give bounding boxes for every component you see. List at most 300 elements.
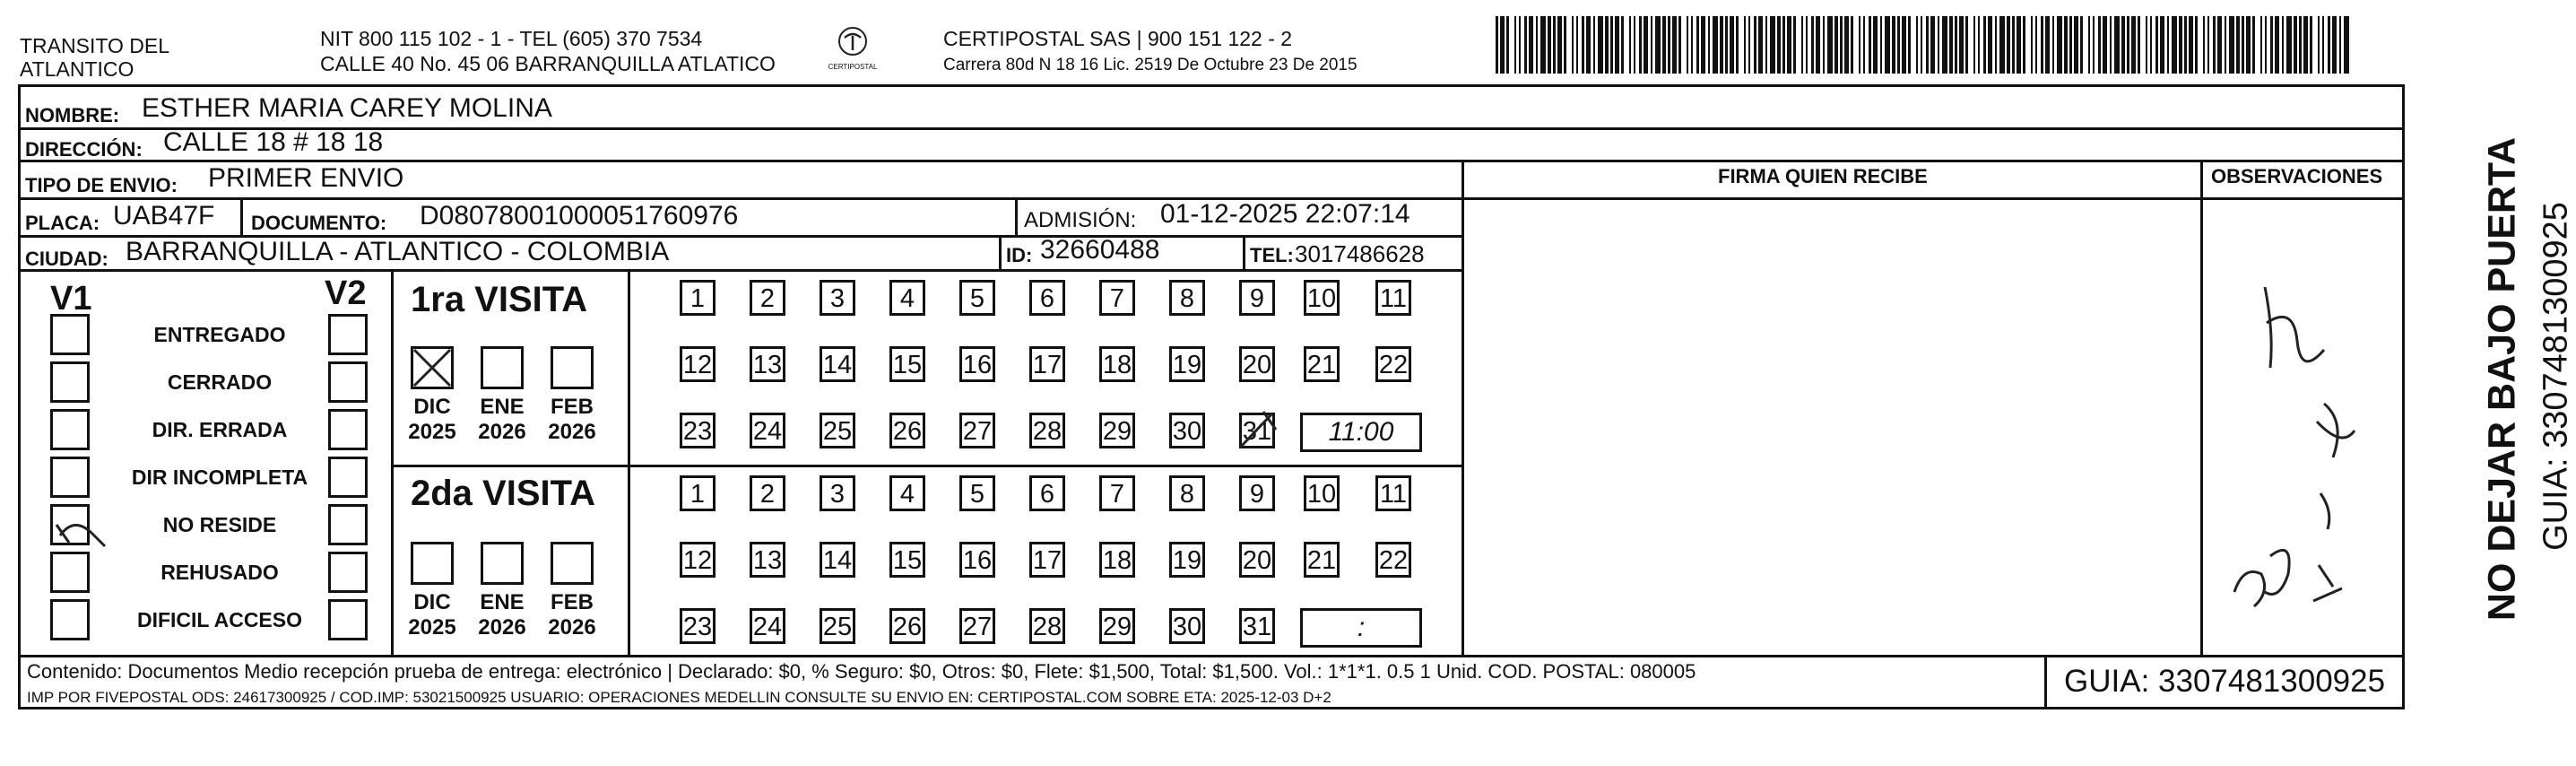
second-visit-month-label: [545, 590, 599, 640]
observaciones-handwriting: [2207, 269, 2396, 655]
first-visit-day-box[interactable]: 23: [680, 413, 716, 448]
month-year: 2025: [408, 420, 456, 444]
second-visit-day-box[interactable]: 14: [820, 542, 855, 578]
barcode-bar: [1834, 16, 1838, 74]
direccion-label: DIRECCIÓN:: [25, 138, 143, 161]
barcode-bar: [2189, 16, 2193, 74]
second-visit-month-checkbox[interactable]: [411, 542, 454, 585]
org-name-line1: TRANSITO DEL: [20, 34, 169, 57]
barcode-bar: [2318, 16, 2320, 74]
barcode-bar: [1621, 16, 1624, 74]
second-visit-day-box[interactable]: 15: [889, 542, 925, 578]
barcode-bar: [2023, 16, 2025, 74]
barcode-bar: [1988, 16, 1992, 74]
barcode-bar: [2080, 16, 2083, 74]
month-name: FEB: [551, 395, 594, 419]
first-visit-day-box[interactable]: 4: [889, 280, 925, 316]
second-visit-day-box[interactable]: 4: [889, 475, 925, 511]
first-visit-day-box[interactable]: 6: [1029, 280, 1065, 316]
barcode-bar: [2031, 16, 2033, 74]
v1-checkbox-rehusado[interactable]: [50, 552, 90, 593]
barcode-bar: [2057, 16, 2062, 74]
first-visit-day-box[interactable]: 20: [1239, 346, 1275, 382]
barcode-bar: [1500, 16, 1505, 74]
barcode-bar: [1713, 16, 1718, 74]
first-visit-day-box[interactable]: 12: [680, 346, 716, 382]
v2-checkbox-rehusado[interactable]: [328, 552, 368, 593]
barcode-bar: [1921, 16, 1922, 74]
barcode-bar: [2265, 16, 2267, 74]
status-label: CERRADO: [167, 370, 273, 394]
barcode-bar: [1662, 16, 1666, 74]
second-visit-day-box[interactable]: 26: [889, 608, 925, 644]
barcode: [1496, 16, 2355, 74]
placa-label: PLACA:: [25, 212, 100, 234]
barcode-bar: [2322, 16, 2324, 74]
barcode-bar: [2299, 16, 2302, 74]
barcode-bar: [1576, 16, 1578, 74]
month-name: DIC: [413, 590, 451, 614]
first-visit-day-box[interactable]: 11: [1375, 280, 1411, 316]
first-visit-day-box[interactable]: 21: [1304, 346, 1340, 382]
month-year: 2026: [548, 420, 596, 444]
nombre-label: NOMBRE:: [25, 104, 120, 126]
barcode-bar: [1908, 16, 1911, 74]
barcode-bar: [1605, 16, 1609, 74]
barcode-bar: [2167, 16, 2169, 74]
barcode-bar: [1598, 16, 1603, 74]
barcode-bar: [1902, 16, 1906, 74]
barcode-bar: [1553, 16, 1556, 74]
x-mark-icon: [411, 346, 454, 389]
v1-checkbox-dir-errada[interactable]: [50, 409, 90, 450]
org-name-line2: ATLANTICO: [20, 57, 134, 81]
second-visit-day-box[interactable]: 10: [1304, 475, 1340, 511]
barcode-bar: [1793, 16, 1796, 74]
barcode-bar: [1965, 16, 1968, 74]
second-visit-day-box[interactable]: 16: [959, 542, 995, 578]
barcode-bar: [1892, 16, 1895, 74]
ciudad-label: CIUDAD:: [25, 248, 108, 270]
barcode-bar: [1514, 16, 1516, 74]
barcode-bar: [1869, 16, 1871, 74]
barcode-bar: [1748, 16, 1750, 74]
barcode-bar: [1615, 16, 1619, 74]
status-label: ENTREGADO: [153, 323, 286, 346]
barcode-bar: [1524, 16, 1527, 74]
barcode-bar: [1572, 16, 1574, 74]
second-visit-day-box[interactable]: 28: [1029, 608, 1065, 644]
barcode-bar: [2150, 16, 2152, 74]
second-visit-month-label: [405, 590, 459, 640]
barcode-bar: [2282, 16, 2284, 74]
first-visit-day-box[interactable]: 28: [1029, 413, 1065, 448]
second-visit-day-box[interactable]: 18: [1099, 542, 1135, 578]
second-visit-day-box[interactable]: 9: [1239, 475, 1275, 511]
barcode-bar: [1823, 16, 1825, 74]
barcode-bar: [2088, 16, 2090, 74]
barcode-bar: [1708, 16, 1710, 74]
barcode-bar: [2069, 16, 2072, 74]
barcode-bar: [2236, 16, 2240, 74]
barcode-bar: [1787, 16, 1791, 74]
barcode-bar: [2252, 16, 2255, 74]
second-visit-day-box[interactable]: 13: [750, 542, 785, 578]
barcode-bar: [1536, 16, 1538, 74]
barcode-bar: [2110, 16, 2112, 74]
status-label: DIFICIL ACCESO: [136, 608, 302, 631]
v2-checkbox-dir-incompleta[interactable]: [328, 457, 368, 498]
first-visit-day-box[interactable]: 26: [889, 413, 925, 448]
barcode-bar: [1995, 16, 1997, 74]
barcode-bar: [2207, 16, 2209, 74]
first-visit-month-checkbox[interactable]: [481, 346, 524, 389]
barcode-bar: [1639, 16, 1642, 74]
second-visit-month-checkbox[interactable]: [481, 542, 524, 585]
status-label: DIR. ERRADA: [152, 418, 288, 441]
first-visit-day-box[interactable]: 9: [1239, 280, 1275, 316]
barcode-bar: [1926, 16, 1929, 74]
second-visit-day-box[interactable]: 23: [680, 608, 716, 644]
first-visit-title: 1ra VISITA: [411, 280, 588, 319]
barcode-bar: [2229, 16, 2234, 74]
second-visit-day-box[interactable]: 1: [680, 475, 716, 511]
nombre-value: ESTHER MARIA CAREY MOLINA: [142, 93, 552, 123]
v1-checkbox-no-reside[interactable]: [50, 504, 90, 545]
first-visit-month-label: [475, 395, 529, 445]
first-visit-day-box[interactable]: 19: [1169, 346, 1205, 382]
barcode-bar: [2332, 16, 2337, 74]
first-visit-day-box[interactable]: 5: [959, 280, 995, 316]
status-label: DIR INCOMPLETA: [131, 466, 308, 489]
barcode-bar: [1736, 16, 1739, 74]
barcode-bar: [1557, 16, 1562, 74]
barcode-bar: [2114, 16, 2120, 74]
logo-text: CERTIPOSTAL: [828, 63, 878, 71]
firma-header: FIRMA QUIEN RECIBE: [1718, 165, 1928, 187]
second-visit-day-box[interactable]: 12: [680, 542, 716, 578]
barcode-bar: [1496, 16, 1498, 74]
documento-value: D08078001000051760976: [420, 201, 739, 231]
barcode-bar: [2242, 16, 2244, 74]
barcode-bar: [1701, 16, 1705, 74]
first-visit-day-box[interactable]: 7: [1099, 280, 1135, 316]
tel-value: 3017486628: [1295, 240, 1425, 267]
barcode-bar: [1610, 16, 1613, 74]
barcode-bar: [2328, 16, 2330, 74]
barcode-bar: [1758, 16, 1763, 74]
barcode-bar: [1873, 16, 1878, 74]
month-year: 2025: [408, 615, 456, 640]
nit-line: NIT 800 115 102 - 1 - TEL (605) 370 7534: [320, 27, 703, 50]
first-visit-day-box[interactable]: 15: [889, 346, 925, 382]
barcode-bar: [2041, 16, 2043, 74]
month-name: FEB: [551, 590, 594, 614]
barcode-bar: [2052, 16, 2054, 74]
first-visit-day-box[interactable]: 13: [750, 346, 785, 382]
barcode-bar: [2074, 16, 2078, 74]
second-visit-day-box[interactable]: 29: [1099, 608, 1135, 644]
id-label: ID:: [1006, 244, 1033, 266]
barcode-bar: [1593, 16, 1595, 74]
barcode-bar: [2172, 16, 2177, 74]
barcode-bar: [1983, 16, 1986, 74]
barcode-bar: [1782, 16, 1785, 74]
barcode-bar: [1629, 16, 1631, 74]
barcode-bar: [1938, 16, 1939, 74]
barcode-bar: [2146, 16, 2147, 74]
first-visit-day-box[interactable]: 17: [1029, 346, 1065, 382]
barcode-bar: [1959, 16, 1964, 74]
barcode-bar: [1730, 16, 1734, 74]
barcode-bar: [1540, 16, 1546, 74]
status-label: NO RESIDE: [162, 513, 277, 536]
first-visit-day-box[interactable]: 30: [1169, 413, 1205, 448]
first-visit-day-box[interactable]: 27: [959, 413, 995, 448]
second-visit-day-box[interactable]: 17: [1029, 542, 1065, 578]
barcode-bar: [2103, 16, 2107, 74]
barcode-bar: [2131, 16, 2136, 74]
barcode-bar: [1506, 16, 1509, 74]
barcode-bar: [1942, 16, 1947, 74]
barcode-bar: [1816, 16, 1820, 74]
barcode-bar: [2064, 16, 2068, 74]
barcode-bar: [2303, 16, 2308, 74]
v2-header: V2: [325, 274, 367, 312]
direccion-value: CALLE 18 # 18 18: [163, 127, 384, 157]
barcode-bar: [1655, 16, 1661, 74]
barcode-bar: [1978, 16, 1980, 74]
barcode-bar: [1644, 16, 1648, 74]
first-visit-day-box[interactable]: 29: [1099, 413, 1135, 448]
barcode-bar: [2138, 16, 2140, 74]
barcode-bar: [1885, 16, 1890, 74]
certipostal-logo: [825, 25, 880, 75]
barcode-bar: [1840, 16, 1843, 74]
barcode-bar: [2127, 16, 2129, 74]
second-visit-month-label: [475, 590, 529, 640]
barcode-bar: [1949, 16, 1953, 74]
barcode-bar: [2310, 16, 2312, 74]
first-visit-month-checkbox[interactable]: [551, 346, 594, 389]
tipo-envio-label: TIPO DE ENVIO:: [25, 174, 178, 196]
barcode-bar: [2017, 16, 2021, 74]
second-visit-day-box[interactable]: 3: [820, 475, 855, 511]
second-visit-day-box[interactable]: 25: [820, 608, 855, 644]
second-visit-day-box[interactable]: 7: [1099, 475, 1135, 511]
first-visit-day-box[interactable]: 22: [1375, 346, 1411, 382]
barcode-bar: [2179, 16, 2182, 74]
barcode-bar: [1806, 16, 1808, 74]
barcode-bar: [2195, 16, 2198, 74]
first-visit-day-box[interactable]: 3: [820, 280, 855, 316]
barcode-bar: [2045, 16, 2050, 74]
first-visit-day-box[interactable]: 2: [750, 280, 785, 316]
barcode-bar: [1586, 16, 1591, 74]
barcode-bar: [2294, 16, 2297, 74]
second-visit-day-box[interactable]: 22: [1375, 542, 1411, 578]
first-visit-day-box[interactable]: 16: [959, 346, 995, 382]
month-name: DIC: [413, 395, 451, 419]
first-visit-time-box[interactable]: 11:00: [1300, 413, 1422, 452]
first-visit-month-label: [405, 395, 459, 445]
barcode-bar: [2270, 16, 2273, 74]
month-year: 2026: [478, 615, 526, 640]
second-visit-day-box[interactable]: 21: [1304, 542, 1340, 578]
v2-checkbox-no-reside[interactable]: [328, 504, 368, 545]
barcode-bar: [1529, 16, 1533, 74]
barcode-bar: [2098, 16, 2101, 74]
barcode-bar: [1999, 16, 2005, 74]
barcode-bar: [1651, 16, 1652, 74]
barcode-bar: [1777, 16, 1781, 74]
placa-value: UAB47F: [113, 201, 215, 231]
barcode-bar: [2184, 16, 2187, 74]
v2-checkbox-entregado[interactable]: [328, 314, 368, 355]
barcode-bar: [1720, 16, 1723, 74]
footer-guia: GUIA: 3307481300925: [2064, 664, 2386, 699]
barcode-bar: [1744, 16, 1746, 74]
barcode-bar: [1897, 16, 1900, 74]
barcode-bar: [1916, 16, 1918, 74]
second-visit-day-box[interactable]: 11: [1375, 475, 1411, 511]
company-line: CERTIPOSTAL SAS | 900 151 122 - 2: [943, 27, 1293, 50]
barcode-bar: [1564, 16, 1566, 74]
barcode-bar: [2246, 16, 2251, 74]
v1-checkbox-entregado[interactable]: [50, 314, 90, 355]
v1-checkbox-dificil-acceso[interactable]: [50, 599, 90, 640]
footer-imp: IMP POR FIVEPOSTAL ODS: 24617300925 / COD.IMP: 53021500925 USUARIO: OPERACIONES MEDELLIN CONSULTE SU ENVIO EN: CERTIPOSTAL.COM SOBRE ETA: 2025-12-03 D+2: [27, 689, 1331, 706]
v1-header: V1: [50, 280, 92, 318]
first-visit-day-box[interactable]: 14: [820, 346, 855, 382]
barcode-bar: [1880, 16, 1882, 74]
barcode-bar: [2260, 16, 2262, 74]
barcode-bar: [2275, 16, 2279, 74]
v2-checkbox-dificil-acceso[interactable]: [328, 599, 368, 640]
footer-contenido: Contenido: Documentos Medio recepción prueba de entrega: electrónico | Declarado: $0, % Seguro: $0, Otros: $0, Flete: $1,500, Total: $1,500. Vol.: 1*1*1. 0.5 1 Unid. COD. POSTAL: 080005: [27, 660, 1696, 683]
second-visit-day-box[interactable]: 5: [959, 475, 995, 511]
barcode-bar: [2213, 16, 2216, 74]
month-name: ENE: [480, 590, 525, 614]
month-year: 2026: [548, 615, 596, 640]
barcode-bar: [1955, 16, 1957, 74]
v2-checkbox-cerrado[interactable]: [328, 361, 368, 403]
ciudad-value: BARRANQUILLA - ATLANTICO - COLOMBIA: [126, 237, 670, 266]
barcode-bar: [1672, 16, 1677, 74]
second-visit-day-box[interactable]: 31: [1239, 608, 1275, 644]
first-visit-month-label: [545, 395, 599, 445]
id-value: 32660488: [1040, 235, 1160, 265]
first-visit-day-box[interactable]: 25: [820, 413, 855, 448]
barcode-bar: [1851, 16, 1853, 74]
barcode-bar: [1754, 16, 1756, 74]
v1-checkbox-dir-incompleta[interactable]: [50, 457, 90, 498]
barcode-bar: [2160, 16, 2164, 74]
barcode-bar: [2007, 16, 2010, 74]
barcode-bar: [2217, 16, 2222, 74]
check-mark-icon: [48, 498, 101, 552]
first-visit-day-box[interactable]: 31: [1239, 413, 1275, 448]
barcode-bar: [1844, 16, 1849, 74]
barcode-bar: [1859, 16, 1860, 74]
first-visit-day-box[interactable]: 24: [750, 413, 785, 448]
admision-label: ADMISIÓN:: [1024, 208, 1137, 232]
barcode-bar: [1863, 16, 1865, 74]
second-visit-day-box[interactable]: 19: [1169, 542, 1205, 578]
first-visit-month-checkbox[interactable]: [411, 346, 454, 389]
second-visit-time-box[interactable]: :: [1300, 608, 1422, 648]
barcode-bar: [2035, 16, 2037, 74]
tipo-envio-value: PRIMER ENVIO: [208, 163, 404, 193]
barcode-bar: [2344, 16, 2349, 74]
barcode-bar: [2093, 16, 2095, 74]
second-visit-day-box[interactable]: 6: [1029, 475, 1065, 511]
first-visit-day-box[interactable]: 8: [1169, 280, 1205, 316]
second-visit-day-box[interactable]: 24: [750, 608, 785, 644]
barcode-bar: [1801, 16, 1803, 74]
v2-checkbox-dir-errada[interactable]: [328, 409, 368, 450]
side-warning: NO DEJAR BAJO PUERTA: [2480, 136, 2524, 622]
barcode-bar: [2155, 16, 2158, 74]
second-visit-day-box[interactable]: 8: [1169, 475, 1205, 511]
second-visit-day-box[interactable]: 27: [959, 608, 995, 644]
month-year: 2026: [478, 420, 526, 444]
second-visit-month-checkbox[interactable]: [551, 542, 594, 585]
barcode-bar: [1811, 16, 1814, 74]
barcode-bar: [1827, 16, 1833, 74]
barcode-bar: [1973, 16, 1975, 74]
second-visit-day-box[interactable]: 2: [750, 475, 785, 511]
barcode-bar: [1770, 16, 1775, 74]
barcode-bar: [1668, 16, 1670, 74]
documento-label: DOCUMENTO:: [251, 212, 387, 234]
barcode-bar: [1687, 16, 1688, 74]
barcode-bar: [2012, 16, 2015, 74]
barcode-bar: [1696, 16, 1699, 74]
barcode-bar: [1765, 16, 1767, 74]
barcode-bar: [1678, 16, 1681, 74]
admision-value: 01-12-2025 22:07:14: [1160, 199, 1410, 229]
barcode-bar: [1634, 16, 1635, 74]
side-guia: GUIA: 3307481300925: [2537, 202, 2575, 551]
license-line: Carrera 80d N 18 16 Lic. 2519 De Octubre 23 De 2015: [943, 56, 1357, 74]
observaciones-header: OBSERVACIONES: [2211, 165, 2383, 187]
barcode-bar: [2225, 16, 2226, 74]
day-mark-icon: [1236, 408, 1281, 453]
address-line: CALLE 40 No. 45 06 BARRANQUILLA ATLATICO: [320, 52, 776, 75]
month-name: ENE: [480, 395, 525, 419]
barcode-bar: [1582, 16, 1584, 74]
status-label: REHUSADO: [160, 561, 279, 584]
second-visit-title: 2da VISITA: [411, 474, 595, 513]
barcode-bar: [1519, 16, 1521, 74]
barcode-bar: [2286, 16, 2292, 74]
v1-checkbox-cerrado[interactable]: [50, 361, 90, 403]
second-visit-day-box[interactable]: 30: [1169, 608, 1205, 644]
first-visit-day-box[interactable]: 18: [1099, 346, 1135, 382]
barcode-bar: [2203, 16, 2205, 74]
barcode-bar: [1691, 16, 1693, 74]
barcode-bar: [2121, 16, 2125, 74]
barcode-bar: [1725, 16, 1728, 74]
barcode-bar: [1930, 16, 1935, 74]
tel-label: TEL:: [1250, 244, 1294, 266]
first-visit-day-box[interactable]: 10: [1304, 280, 1340, 316]
barcode-bar: [2339, 16, 2341, 74]
barcode-bar: [1548, 16, 1551, 74]
second-visit-day-box[interactable]: 20: [1239, 542, 1275, 578]
first-visit-day-box[interactable]: 1: [680, 280, 716, 316]
